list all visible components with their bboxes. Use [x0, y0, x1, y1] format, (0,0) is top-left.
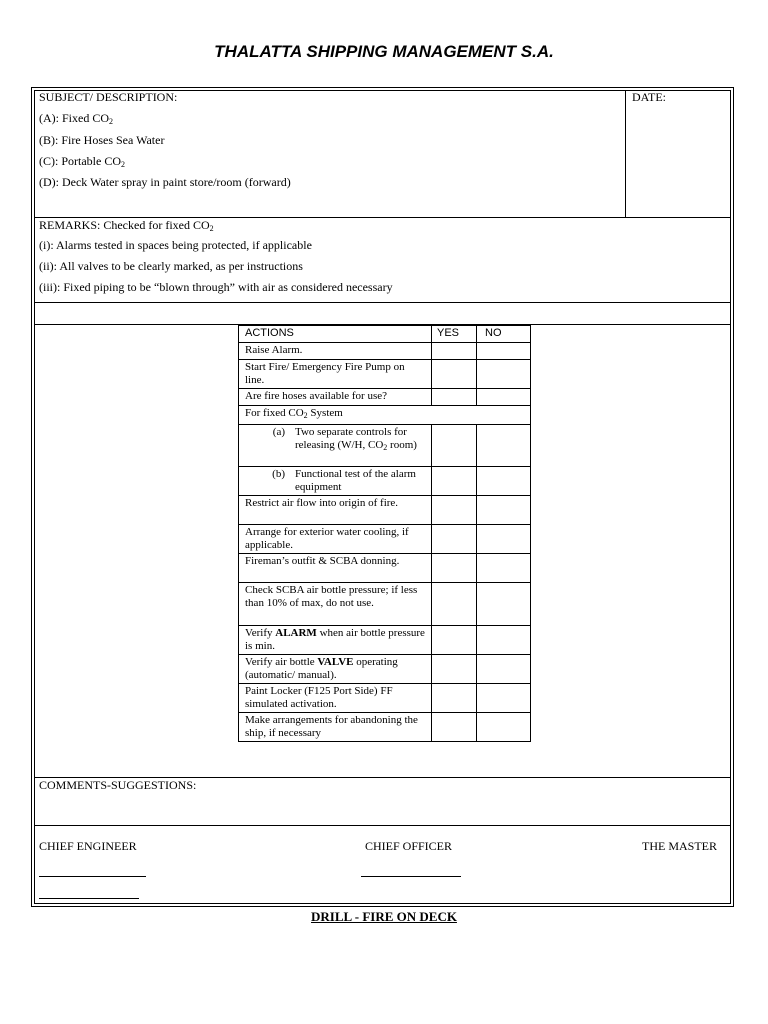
remarks-item-ii: (ii): All valves to be clearly marked, as per instructions	[39, 259, 303, 273]
action-raise-alarm: Raise Alarm.	[239, 343, 432, 360]
yes-header: YES	[432, 326, 477, 343]
subject-label: SUBJECT/ DESCRIPTION:	[39, 90, 178, 104]
yes-checkbox[interactable]	[432, 626, 477, 655]
remarks-label: REMARKS: Checked for fixed $CO_2$	[39, 218, 214, 233]
yes-checkbox[interactable]	[432, 655, 477, 684]
company-title: THALATTA SHIPPING MANAGEMENT S.A.	[214, 42, 554, 61]
yes-checkbox[interactable]	[432, 583, 477, 626]
no-checkbox[interactable]	[477, 684, 531, 713]
yes-checkbox[interactable]	[432, 525, 477, 554]
action-sub-b: (b) Functional test of the alarm equipment	[239, 467, 432, 496]
no-checkbox[interactable]	[477, 496, 531, 525]
action-check-scba: Check SCBA air bottle pressure; if less than 10% of max, do not use.	[239, 583, 432, 626]
table-row	[239, 389, 531, 406]
action-verify-valve: Verify air bottle VALVE operating (automatic/ manual).	[239, 655, 432, 684]
chief-officer-signature-line[interactable]	[361, 876, 461, 877]
action-start-pump: Start Fire/ Emergency Fire Pump on line.	[239, 360, 432, 389]
action-hoses-available: Are fire hoses available for use?	[239, 389, 432, 406]
action-verify-alarm: Verify ALARM when air bottle pressure is min.	[239, 626, 432, 655]
action-abandon-ship: Make arrangements for abandoning the ship, if necessary	[239, 713, 432, 742]
action-exterior-cooling: Arrange for exterior water cooling, if applicable.	[239, 525, 432, 554]
table-row	[239, 406, 531, 425]
no-checkbox[interactable]	[477, 583, 531, 626]
no-header: NO	[477, 326, 531, 343]
action-restrict-air: Restrict air flow into origin of fire.	[239, 496, 432, 525]
subject-item-d: (D): Deck Water spray in paint store/room (forward)	[39, 175, 291, 189]
table-row	[239, 496, 531, 525]
table-row	[239, 713, 531, 742]
no-checkbox[interactable]	[477, 554, 531, 583]
drill-title: DRILL - FIRE ON DECK	[311, 909, 457, 924]
actions-table	[238, 325, 531, 742]
no-checkbox[interactable]	[477, 360, 531, 389]
table-row	[239, 343, 531, 360]
divider-comments-signatures	[34, 825, 731, 826]
subject-item-b: (B): Fire Hoses Sea Water	[39, 133, 165, 147]
remarks-item-i: (i): Alarms tested in spaces being protected, if applicable	[39, 238, 312, 252]
action-sub-a: (a) Two separate controls for releasing (W/H, $CO_2$ room)	[239, 425, 432, 467]
action-paint-locker: Paint Locker (F125 Port Side) FF simulated activation.	[239, 684, 432, 713]
yes-checkbox[interactable]	[432, 496, 477, 525]
no-checkbox[interactable]	[477, 525, 531, 554]
yes-checkbox[interactable]	[432, 360, 477, 389]
yes-checkbox[interactable]	[432, 389, 477, 406]
actions-header: ACTIONS	[239, 326, 432, 343]
table-row	[239, 425, 531, 467]
no-checkbox[interactable]	[477, 626, 531, 655]
table-row	[239, 583, 531, 626]
no-checkbox[interactable]	[477, 655, 531, 684]
no-checkbox[interactable]	[477, 425, 531, 467]
table-row	[239, 655, 531, 684]
table-row	[239, 467, 531, 496]
table-row	[239, 554, 531, 583]
yes-checkbox[interactable]	[432, 554, 477, 583]
master-signature-line[interactable]	[39, 898, 139, 899]
chief-engineer-label: CHIEF ENGINEER	[39, 839, 137, 853]
master-label: THE MASTER	[642, 839, 717, 853]
comments-label: COMMENTS-SUGGESTIONS:	[39, 778, 197, 792]
no-checkbox[interactable]	[477, 389, 531, 406]
table-row	[239, 360, 531, 389]
no-checkbox[interactable]	[477, 343, 531, 360]
subject-item-a: (A): Fixed $CO_2$	[39, 111, 113, 126]
yes-checkbox[interactable]	[432, 467, 477, 496]
divider-remarks-blank	[34, 302, 731, 303]
no-checkbox[interactable]	[477, 713, 531, 742]
action-firemans-outfit: Fireman’s outfit & SCBA donning.	[239, 554, 432, 583]
no-checkbox[interactable]	[477, 467, 531, 496]
yes-checkbox[interactable]	[432, 713, 477, 742]
yes-checkbox[interactable]	[432, 684, 477, 713]
actions-header-row	[239, 326, 531, 343]
chief-officer-label: CHIEF OFFICER	[365, 839, 453, 853]
remarks-item-iii: (iii): Fixed piping to be “blown through” with air as considered necessary	[39, 280, 393, 294]
divider-date-column	[625, 90, 626, 217]
date-label: DATE:	[632, 90, 666, 104]
yes-checkbox[interactable]	[432, 343, 477, 360]
yes-checkbox[interactable]	[432, 425, 477, 467]
chief-engineer-signature-line[interactable]	[39, 876, 146, 877]
table-row	[239, 684, 531, 713]
action-fixed-co2-system: For fixed $CO_2$ System	[239, 406, 531, 425]
subject-item-c: (C): Portable $CO_2$	[39, 154, 125, 169]
table-row	[239, 626, 531, 655]
table-row	[239, 525, 531, 554]
